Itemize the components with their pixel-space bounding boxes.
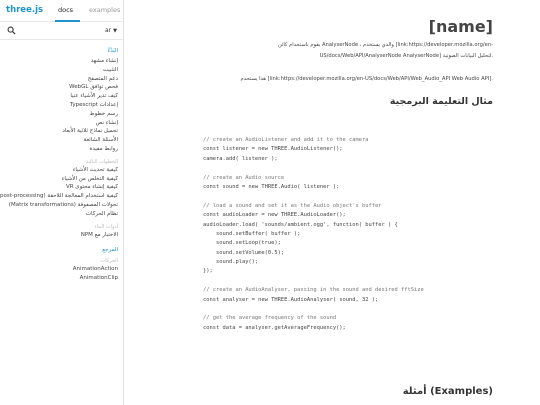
tab-examples[interactable]: examples bbox=[89, 6, 121, 14]
code-line: const sound = new THREE.Audio( listener ); bbox=[203, 183, 340, 190]
code-line bbox=[203, 277, 523, 286]
code-line: sound.setVolume(0.5); bbox=[203, 249, 285, 256]
code-line: }); bbox=[203, 268, 213, 275]
search-input[interactable] bbox=[20, 25, 95, 37]
nav-subcategory: الحركات bbox=[100, 258, 118, 265]
examples-heading: أمثلة (Examples) bbox=[402, 386, 493, 397]
description-line: يقوم باستخدام كائن AnalyserNode ، والذي يستخدم [link:https://developer.mozilla.org/en- bbox=[277, 42, 493, 48]
nav-subcategory: أدوات البناء bbox=[94, 223, 118, 230]
description-line: US/docs/Web/API/AnalyserNode AnalyserNode] لتحليل البيانات الصوتية. bbox=[319, 53, 493, 59]
sidebar-nav-link[interactable]: روابط مفيدة bbox=[89, 145, 118, 152]
sidebar-nav-link[interactable]: كيفية التخلص من الأشياء bbox=[61, 175, 118, 182]
code-line: const listener = new THREE.AudioListener(); bbox=[203, 146, 343, 153]
code-line: audioLoader.load( 'sounds/ambient.ogg', function( buffer ) { bbox=[203, 221, 398, 228]
code-comment-line: // load a sound and set it as the Audio object's buffer bbox=[203, 202, 382, 209]
code-line bbox=[203, 192, 523, 201]
chevron-down-icon: ▼ bbox=[113, 28, 117, 34]
search-icon bbox=[7, 26, 16, 35]
sidebar-nav-link[interactable]: إنشاء مشهد bbox=[90, 58, 118, 64]
code-line: sound.setBuffer( buffer ); bbox=[203, 230, 301, 237]
sidebar-nav-link[interactable]: الأسئلة الشائعة bbox=[83, 137, 118, 144]
nav-category: المرجع bbox=[102, 247, 118, 254]
sidebar bbox=[0, 0, 124, 405]
code-example-heading: مثال التعليمة البرمجية bbox=[389, 96, 493, 107]
sidebar-nav-link[interactable]: كيف تدير الأشياء عنيا bbox=[70, 93, 118, 100]
sidebar-nav-link[interactable]: AnimationClip bbox=[79, 275, 118, 282]
brand-logo[interactable]: three.js bbox=[6, 5, 44, 15]
code-line: camera.add( listener ); bbox=[203, 155, 278, 162]
sidebar-nav-link[interactable]: الاختبار مع NPM bbox=[80, 231, 118, 238]
code-line bbox=[203, 305, 523, 314]
sidebar-nav-link[interactable]: تحميل نماذج ثلاثية الأبعاد bbox=[62, 128, 118, 135]
code-block bbox=[203, 136, 523, 333]
sidebar-nav-link[interactable]: كيفية استخدام المعالجة اللاحقة (post-processing bbox=[0, 193, 118, 200]
code-line: sound.setLoop(true); bbox=[203, 240, 281, 247]
sidebar-nav-link[interactable]: رسم خطوط bbox=[89, 110, 118, 117]
language-value: ar bbox=[104, 27, 112, 34]
description-line: هذا يستخدم [link:https://developer.mozilla.org/en-US/docs/Web/API/Web_Audio_API Web Audio API]. bbox=[240, 76, 493, 82]
nav-category: البَدْءُ bbox=[107, 48, 118, 54]
sidebar-nav-link[interactable]: إعدادات Typescript bbox=[69, 101, 118, 108]
sidebar-nav-link[interactable]: كيفية إنشاء محتوى VR bbox=[65, 184, 118, 191]
code-line: const audioLoader = new THREE.AudioLoader(); bbox=[203, 212, 346, 219]
main-content bbox=[125, 0, 540, 405]
code-line bbox=[203, 164, 523, 173]
nav-subcategory: الخطوات التالية bbox=[85, 158, 118, 165]
code-comment-line: // create an AudioListener and add it to the camera bbox=[203, 137, 369, 143]
code-line: sound.play(); bbox=[203, 259, 259, 266]
sidebar-nav-link[interactable]: AnimationAction bbox=[72, 266, 118, 273]
sidebar-nav-link[interactable]: دعم المتصفح bbox=[87, 75, 118, 82]
sidebar-nav-link[interactable]: كيفية تحديث الأشياء bbox=[72, 166, 118, 173]
sidebar-nav-link[interactable]: نظام الحركات bbox=[85, 210, 118, 217]
sidebar-nav-link[interactable]: تحولات المصفوفة (Matrix transformations) bbox=[8, 201, 118, 208]
code-comment-line: // get the average frequency of the sound bbox=[203, 315, 337, 322]
code-comment-line: // create an AudioAnalyser, passing in the sound and desired fftSize bbox=[203, 287, 424, 294]
language-select[interactable] bbox=[105, 27, 117, 34]
sidebar-nav-link[interactable]: التثبيت bbox=[102, 66, 118, 73]
sidebar-nav-link[interactable]: إنشاء نص bbox=[95, 119, 118, 126]
sidebar-nav-link[interactable]: فحص توافق WebGL bbox=[69, 84, 118, 91]
search-bar bbox=[0, 22, 123, 40]
sidebar-nav bbox=[0, 48, 123, 283]
page-title: [name] bbox=[428, 17, 493, 36]
code-comment-line: // create an Audio source bbox=[203, 174, 285, 181]
tab-docs[interactable]: docs bbox=[58, 6, 74, 14]
code-line: const analyser = new THREE.AudioAnalyser( sound, 32 ); bbox=[203, 296, 379, 303]
top-tabs bbox=[0, 0, 123, 22]
code-line: const data = analyser.getAverageFrequency(); bbox=[203, 324, 346, 331]
